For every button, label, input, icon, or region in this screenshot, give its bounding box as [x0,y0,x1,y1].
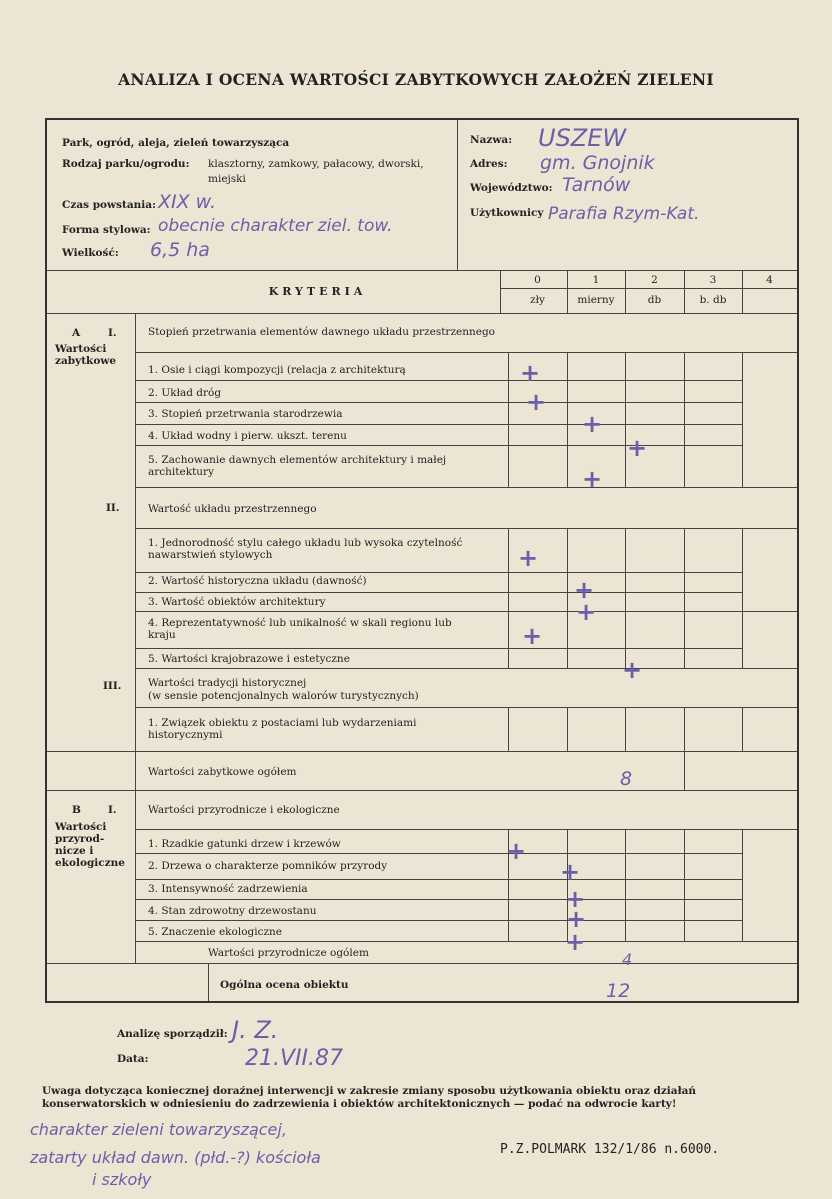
rating-mark: + [565,885,586,913]
analysis-signature: J. Z. [232,1016,279,1044]
wojewodztwo-value: Tarnów [562,174,631,196]
document-title: ANALIZA I OCENA WARTOŚCI ZABYTKOWYCH ZAŁOŻEŃ ZIELENI [118,70,714,89]
rating-mark: + [518,544,539,572]
forma-value: obecnie charakter ziel. tow. [158,216,393,236]
section-b-name: nicze i [55,845,94,857]
rating-mark: + [627,434,648,462]
criterion-label: 5. Znaczenie ekologiczne [148,926,283,938]
wielkosc-label: Wielkość: [62,247,119,259]
rating-mark: + [565,928,586,956]
section-a-roman-2: II. [106,502,120,514]
criterion-label: 3. Stopień przetrwania starodrzewia [148,408,343,420]
group-title: Wartości przyrodnicze i ekologiczne [148,804,340,816]
nazwa-value: USZEW [538,124,627,152]
criterion-label: 5. Zachowanie dawnych elementów architektury i małej architektury [148,454,447,478]
date-value: 21.VII.87 [245,1046,344,1071]
rodzaj-options: klasztorny, zamkowy, pałacowy, dworski, [208,158,424,170]
scale-label: db [647,294,662,306]
scale-label: zły [530,294,545,306]
wojewodztwo-label: Województwo: [470,182,553,194]
rating-mark: + [520,359,541,387]
criterion-label: 4. Układ wodny i pierw. ukszt. terenu [148,430,347,442]
scale-label: b. db [699,294,727,306]
section-b-name: przyrod- [55,833,105,845]
scale-number: 0 [534,274,541,286]
forma-label: Forma stylowa: [62,224,151,236]
adres-value: gm. Gnojnik [540,152,655,174]
criterion-label: 2. Układ dróg [148,387,222,399]
criterion-label: 4. Reprezentatywność lub unikalność w skali regionu lub kraju [148,617,452,641]
section-a-name: Wartości zabytkowe [55,343,117,367]
scale-number: 4 [766,274,773,286]
nazwa-label: Nazwa: [470,134,513,146]
handwritten-note: i szkoły [92,1170,152,1189]
criterion-label: 1. Jednorodność stylu całego układu lub wysoka czytelność nawarstwień stylowych [148,537,463,561]
criterion-label: 3. Wartość obiektów architektury [148,596,326,608]
rating-mark: + [582,465,603,493]
adres-label: Adres: [470,158,508,170]
rodzaj-options-2: miejski [208,173,246,185]
group-title: Stopień przetrwania elementów dawnego układu przestrzennego [148,326,495,338]
criterion-label: 2. Wartość historyczna układu (dawność) [148,575,367,587]
date-label: Data: [117,1053,149,1065]
criteria-heading: KRYTERIA [268,285,367,298]
scale-number: 3 [709,274,717,286]
handwritten-note: zatarty układ dawn. (płd.-?) kościoła [30,1148,321,1167]
rating-mark: + [574,576,595,604]
total-label: Wartości przyrodnicze ogólem [208,947,369,959]
rating-mark: + [526,388,547,416]
section-b-letter: B [72,804,81,816]
criterion-label: 2. Drzewa o charakterze pomników przyrody [148,860,388,872]
czas-label: Czas powstania: [62,199,156,211]
section-a-roman-3: III. [103,680,122,692]
wielkosc-value: 6,5 ha [150,239,210,261]
uzytkownicy-label: Użytkownicy [470,207,544,219]
rating-mark: + [506,837,527,865]
rating-mark: + [560,858,581,886]
czas-value: XIX w. [158,191,217,213]
rating-mark: + [576,598,597,626]
group-subtitle: (w sensie potencjonalnych walorów turystycznych) [148,690,419,702]
section-b-name: Wartości [55,821,107,833]
overall-label: Ogólna ocena obiektu [220,979,349,991]
rating-mark: + [622,656,643,684]
group-title: Wartości tradycji historycznej [148,677,307,689]
scale-label: mierny [577,294,615,306]
note-text: Uwaga dotycząca koniecznej doraźnej interwencji w zakresie zmiany sposobu użytkowania obiektu oraz działań konserwatorskich w odniesieniu do zadrzewienia i obiektów architektonicznych — podać na odwrocie karty! [42,1085,697,1110]
group-title: Wartość układu przestrzennego [148,503,317,515]
criterion-label: 5. Wartości krajobrazowe i estetyczne [148,653,350,665]
criterion-label: 3. Intensywność zadrzewienia [148,883,308,895]
rodzaj-label: Rodzaj parku/ogrodu: [62,158,190,170]
criterion-label: 4. Stan zdrowotny drzewostanu [148,905,317,917]
handwritten-note: charakter zieleni towarzyszącej, [30,1120,287,1139]
total-value: 8 [620,768,633,790]
total-label: Wartości zabytkowe ogółem [148,766,297,778]
section-a-letter: A [72,327,81,339]
scale-number: 2 [651,274,658,286]
type-label: Park, ogród, aleja, zieleń towarzysząca [62,137,290,149]
rating-mark: + [582,410,603,438]
criterion-label: 1. Związek obiektu z postaciami lub wydarzeniami historycznymi [148,717,417,741]
section-b-roman: I. [108,804,117,816]
rating-mark: + [566,905,587,933]
section-a-roman: I. [108,327,117,339]
rating-mark: + [522,622,543,650]
uzytkownicy-value: Parafia Rzym-Kat. [548,204,700,224]
overall-value: 12 [606,980,631,1002]
total-value: 4 [622,950,633,969]
printer-imprint: P.Z.POLMARK 132/1/86 n.6000. [500,1142,720,1157]
analysis-label: Analizę sporządził: [117,1028,228,1040]
section-b-name: ekologiczne [55,857,125,869]
criterion-label: 1. Osie i ciągi kompozycji (relacja z architekturą [148,364,406,376]
criterion-label: 1. Rzadkie gatunki drzew i krzewów [148,838,341,850]
scale-number: 1 [592,274,600,286]
